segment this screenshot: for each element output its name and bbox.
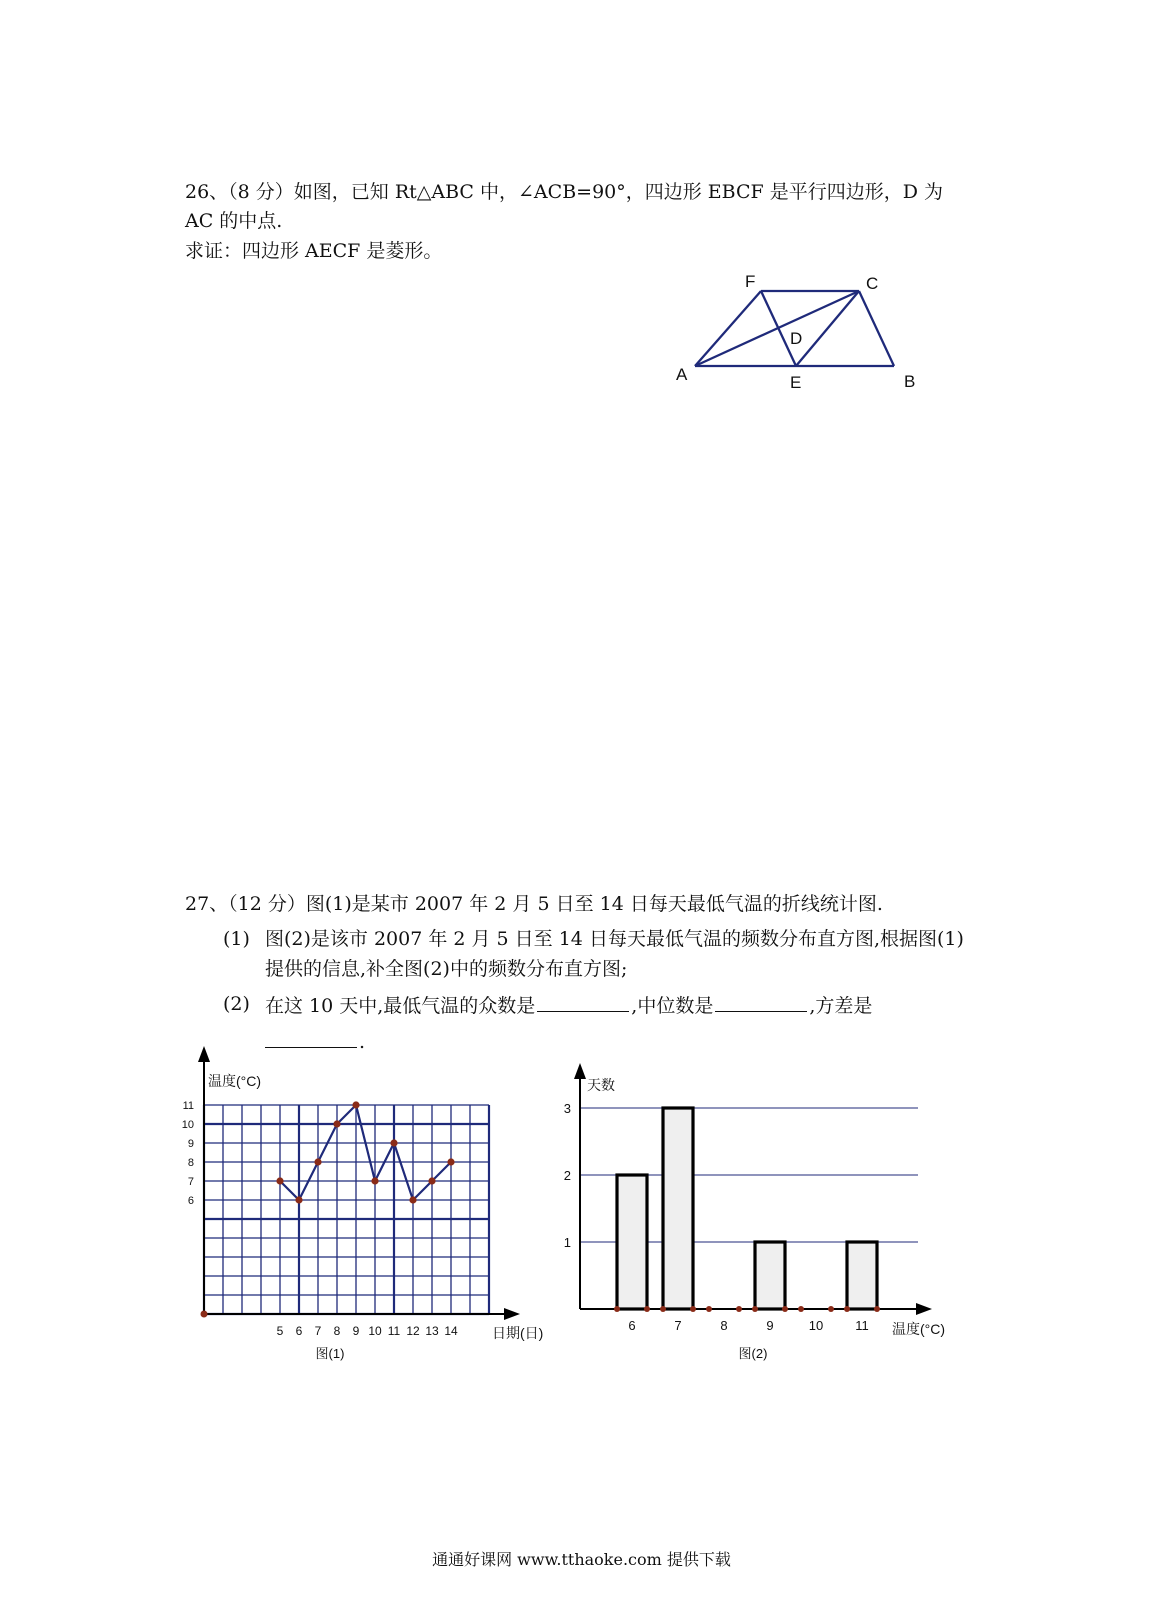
- q26-line-3: 求证：四边形 AECF 是菱形。: [185, 239, 443, 262]
- question-27: [185, 890, 975, 1057]
- temperature-line: [280, 1105, 451, 1200]
- segment-CB: [859, 291, 894, 366]
- q27-sub-2-part-a: 在这 10 天中,最低气温的众数是: [265, 995, 536, 1018]
- label-F: F: [745, 272, 756, 291]
- segment-AC: [695, 291, 859, 366]
- y-axis-arrow: [198, 1046, 210, 1062]
- bar-temp-9: [755, 1242, 785, 1309]
- bin-edge-point: [706, 1306, 712, 1312]
- x-tick-label: 6: [628, 1318, 636, 1333]
- data-point-day-9: [352, 1101, 359, 1108]
- bin-edge-point: [736, 1306, 742, 1312]
- q27-sub-1: [185, 925, 975, 984]
- y-tick-label: 11: [182, 1100, 194, 1112]
- segment-EC: [796, 291, 859, 366]
- x-tick-label: 8: [333, 1324, 341, 1338]
- label-C: C: [866, 274, 879, 293]
- bin-edge-point: [614, 1306, 620, 1312]
- page-footer: 通通好课网 www.tthaoke.com 提供下载: [432, 1550, 731, 1569]
- bar-chart-bars: [617, 1108, 877, 1309]
- label-B: B: [904, 372, 916, 391]
- bin-edge-point: [660, 1306, 666, 1312]
- q26-line-1: 26、（8 分）如图，已知 Rt△ABC 中，∠ACB=90°，四边形 EBCF 是平行四边形，D 为: [185, 181, 944, 203]
- bin-edge-point: [782, 1306, 788, 1312]
- x-tick-label: 13: [425, 1324, 439, 1338]
- q27-sub-1-text: 图(2)是该市 2007 年 2 月 5 日至 14 日每天最低气温的频数分布直方图,根据图(1)提供的信息,补全图(2)中的频数分布直方图;: [265, 928, 964, 980]
- data-point-day-7: [314, 1158, 321, 1165]
- y-tick-label: 2: [563, 1168, 571, 1183]
- chart-caption: 图(2): [738, 1346, 768, 1361]
- x-tick-label: 14: [444, 1324, 458, 1338]
- x-axis-label: 温度(°C): [892, 1321, 946, 1337]
- data-point-day-10: [371, 1177, 378, 1184]
- x-tick-label: 10: [808, 1318, 824, 1333]
- data-point-day-13: [428, 1177, 435, 1184]
- origin-point: [201, 1311, 208, 1318]
- data-point-day-14: [447, 1158, 454, 1165]
- answer-blank-median[interactable]: [715, 990, 807, 1012]
- bin-edge-point: [844, 1306, 850, 1312]
- x-axis-label: 日期(日): [492, 1325, 544, 1341]
- bin-edge-point: [874, 1306, 880, 1312]
- line-chart-grid: [204, 1105, 489, 1314]
- x-tick-label: 11: [855, 1318, 869, 1333]
- x-tick-label: 7: [674, 1318, 682, 1333]
- line-chart-series: [276, 1101, 454, 1203]
- q27-sub-2-part-c: ,方差是: [809, 995, 873, 1018]
- bin-edge-point: [690, 1306, 696, 1312]
- data-point-day-5: [276, 1177, 283, 1184]
- label-A: A: [676, 365, 688, 384]
- y-axis-label: 温度(°C): [208, 1073, 262, 1089]
- y-tick-label: 3: [563, 1101, 571, 1116]
- y-tick-label: 8: [187, 1157, 194, 1169]
- bin-edge-point: [798, 1306, 804, 1312]
- data-point-day-8: [333, 1120, 340, 1127]
- x-tick-label: 11: [387, 1324, 401, 1338]
- x-axis-arrow: [916, 1303, 932, 1315]
- x-axis-arrow: [504, 1308, 520, 1320]
- q26-line-2: AC 的中点.: [185, 210, 283, 233]
- bin-edge-point: [752, 1306, 758, 1312]
- question-26: [185, 178, 975, 266]
- q27-intro: 27、（12 分）图(1)是某市 2007 年 2 月 5 日至 14 日每天最低气温的折线统计图.: [185, 893, 883, 915]
- bar-chart-figure-2: [558, 1055, 958, 1385]
- q27-sub-2-end: .: [359, 1030, 366, 1053]
- x-tick-label: 5: [276, 1324, 284, 1338]
- data-point-day-11: [390, 1139, 397, 1146]
- label-D: D: [790, 329, 803, 348]
- bin-edge-point: [644, 1306, 650, 1312]
- x-tick-label: 9: [766, 1318, 774, 1333]
- bin-edge-point: [828, 1306, 834, 1312]
- x-tick-label: 12: [406, 1324, 420, 1338]
- x-tick-label: 8: [720, 1318, 728, 1333]
- y-tick-label: 10: [181, 1119, 194, 1131]
- bar-temp-6: [617, 1175, 647, 1309]
- x-tick-label: 7: [314, 1324, 322, 1338]
- parallelogram-figure: [665, 265, 945, 405]
- segment-AF: [695, 291, 761, 366]
- x-tick-label: 6: [295, 1324, 303, 1338]
- bar-temp-11: [847, 1242, 877, 1309]
- answer-blank-mode[interactable]: [537, 990, 629, 1012]
- bar-temp-7: [663, 1108, 693, 1309]
- chart-caption: 图(1): [315, 1346, 345, 1361]
- y-tick-label: 9: [187, 1138, 194, 1150]
- label-E: E: [790, 373, 802, 392]
- q27-sub-2-part-b: ,中位数是: [631, 995, 714, 1018]
- x-tick-label: 9: [352, 1324, 360, 1338]
- q27-sub-2: [185, 990, 975, 1021]
- y-axis-label: 天数: [587, 1077, 615, 1093]
- x-tick-label: 10: [368, 1324, 382, 1338]
- y-axis-arrow: [574, 1063, 586, 1079]
- y-tick-label: 1: [563, 1235, 571, 1250]
- y-tick-label: 6: [187, 1195, 194, 1207]
- data-point-day-12: [409, 1196, 416, 1203]
- y-tick-label: 7: [187, 1176, 194, 1188]
- line-chart-figure-1: [170, 1040, 550, 1380]
- q27-sub-2-number: (2): [223, 993, 250, 1016]
- data-point-day-6: [295, 1196, 302, 1203]
- q27-sub-1-number: (1): [223, 928, 250, 951]
- q27-sub-2-text: [265, 990, 975, 1021]
